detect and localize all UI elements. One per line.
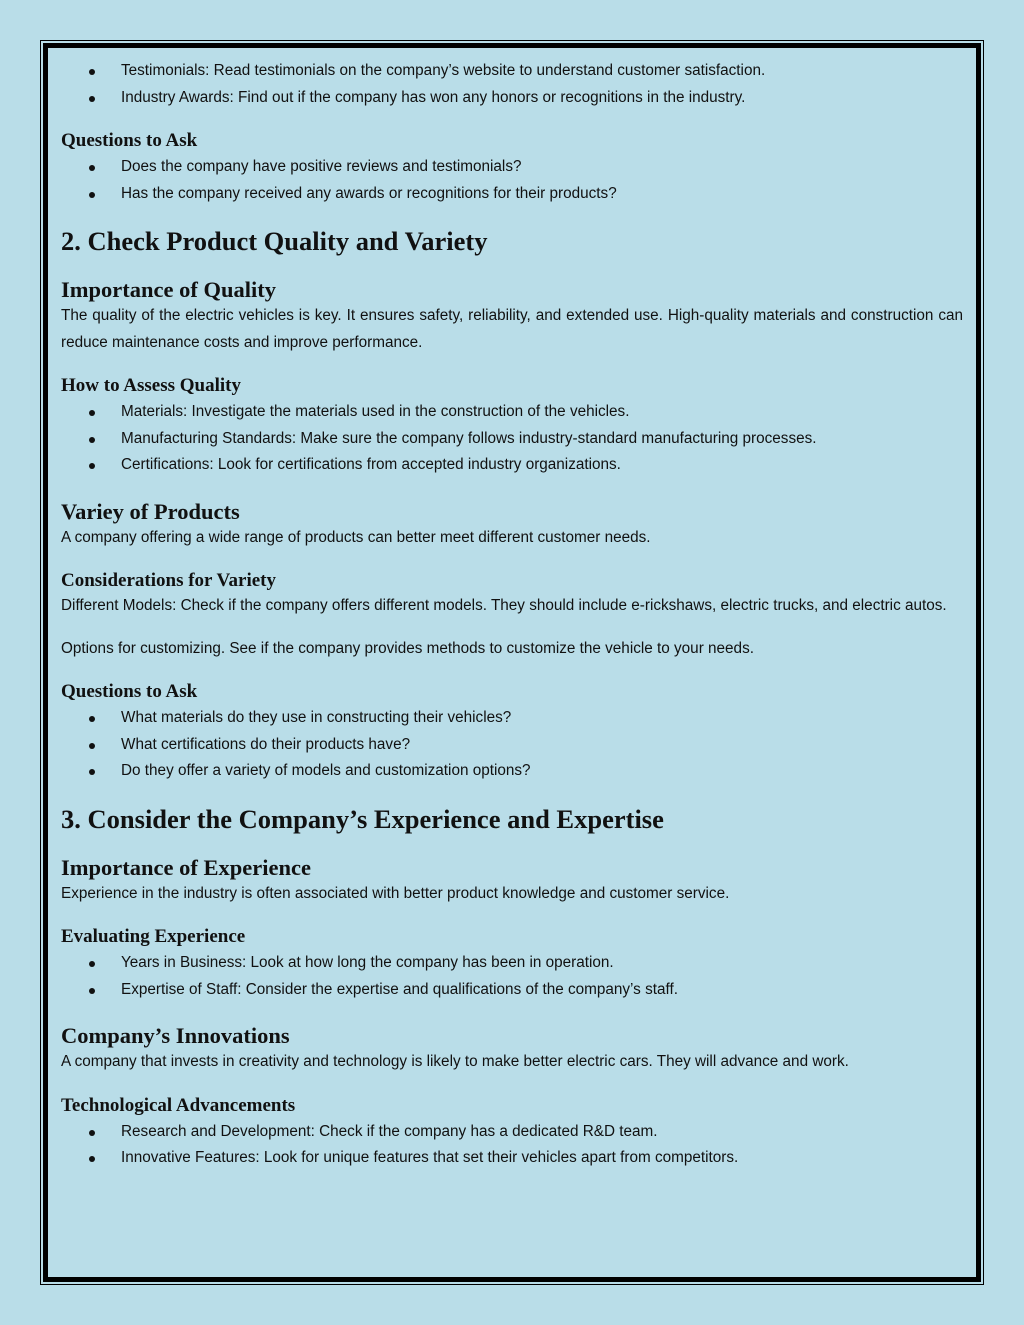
list-item: Innovative Features: Look for unique features that set their vehicles apart from competitors. — [61, 1145, 963, 1172]
section-2-title: 2. Check Product Quality and Variety — [61, 226, 488, 256]
variety-paragraph: A company offering a wide range of products can better meet different customer needs. — [61, 528, 651, 546]
questions-heading: Questions to Ask — [61, 681, 198, 702]
tech-heading: Technological Advancements — [61, 1094, 296, 1116]
questions-bullet-list — [61, 154, 963, 207]
quality-paragraph: The quality of the electric vehicles is key. It ensures safety, reliability, and extended use. High-quality materials and construction can reduce maintenance costs and improve performance. — [61, 307, 963, 351]
variety-heading: Variey of Products — [61, 498, 240, 524]
considerations-heading: Considerations for Variety — [61, 570, 276, 591]
intro-bullet-list — [61, 58, 963, 111]
list-item: Research and Development: Check if the company has a dedicated R&D team. — [61, 1119, 963, 1146]
questions-bullet-list — [61, 705, 963, 785]
evaluating-bullet-list — [61, 950, 963, 1003]
list-item: What certifications do their products have? — [61, 732, 963, 759]
experience-heading: Importance of Experience — [61, 854, 311, 880]
list-item: Industry Awards: Find out if the company has won any honors or recognitions in the industry. — [61, 85, 963, 112]
considerations-paragraph-models: Different Models: Check if the company offers different models. They should include e-rickshaws, electric trucks, and electric autos. — [61, 597, 947, 614]
questions-heading: Questions to Ask — [61, 130, 198, 151]
list-item: Testimonials: Read testimonials on the company’s website to understand customer satisfaction. — [61, 58, 963, 85]
innovations-heading: Company’s Innovations — [61, 1023, 290, 1048]
tech-bullet-list — [61, 1119, 963, 1172]
evaluating-heading: Evaluating Experience — [61, 926, 246, 947]
document-content — [61, 58, 963, 1172]
list-item: Has the company received any awards or recognitions for their products? — [61, 181, 963, 208]
list-item: Does the company have positive reviews and testimonials? — [61, 154, 963, 181]
assess-heading: How to Assess Quality — [61, 375, 241, 396]
considerations-paragraph-customizing: Options for customizing. See if the company provides methods to customize the vehicle to your needs. — [61, 639, 754, 657]
list-item: Certifications: Look for certifications from accepted industry organizations. — [61, 452, 963, 479]
section-3-title: 3. Consider the Company’s Experience and Expertise — [61, 803, 664, 834]
experience-paragraph: Experience in the industry is often associated with better product knowledge and customer service. — [61, 884, 730, 902]
quality-heading: Importance of Quality — [61, 277, 276, 302]
list-item: Years in Business: Look at how long the company has been in operation. — [61, 950, 963, 977]
list-item: What materials do they use in constructing their vehicles? — [61, 705, 963, 732]
list-item: Do they offer a variety of models and customization options? — [61, 758, 963, 785]
list-item: Materials: Investigate the materials used in the construction of the vehicles. — [61, 399, 963, 426]
list-item: Manufacturing Standards: Make sure the company follows industry-standard manufacturing processes. — [61, 426, 963, 453]
list-item: Expertise of Staff: Consider the expertise and qualifications of the company’s staff. — [61, 977, 963, 1004]
assess-bullet-list — [61, 399, 963, 479]
innovations-paragraph: A company that invests in creativity and technology is likely to make better electric cars. They will advance and work. — [61, 1053, 849, 1070]
